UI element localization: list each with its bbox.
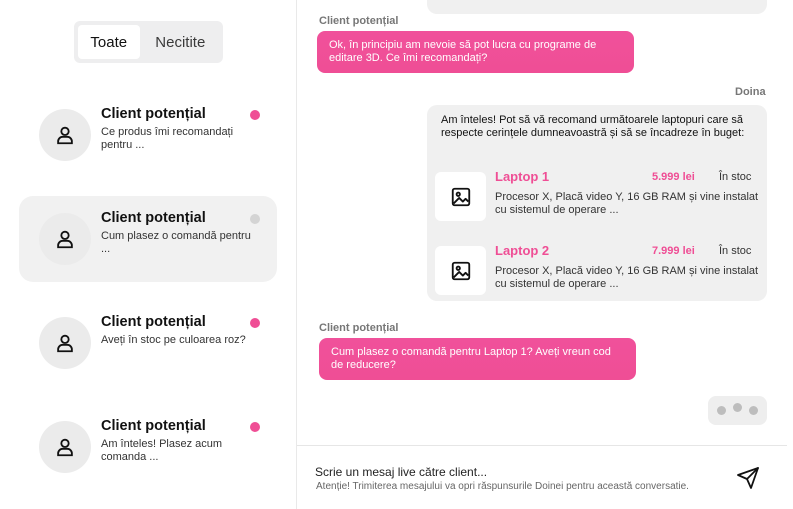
client-message: Ok, în principiu am nevoie să pot lucra cu programe de editare 3D. Ce îmi recomandați? [317,31,634,73]
message-composer [297,445,787,509]
agent-message [427,105,767,301]
read-indicator [250,214,260,224]
previous-message-bubble [427,0,767,14]
tab-all[interactable]: Toate [78,25,140,59]
conversation-item[interactable] [19,404,277,490]
message-sender: Client potențial [319,322,399,334]
product-stock: În stoc [719,171,752,183]
message-sender: Client potențial [319,15,399,27]
user-icon [54,436,76,458]
chat-panel [297,0,793,509]
user-icon [54,332,76,354]
user-icon [54,228,76,250]
typing-dot [717,406,726,415]
typing-dot [749,406,758,415]
conversation-title: Client potențial [101,314,206,330]
conversation-item[interactable] [19,92,277,178]
unread-indicator [250,110,260,120]
conversation-preview: Ce produs îmi recomandați pentru ... [101,126,234,151]
product-stock: În stoc [719,245,752,257]
product-card[interactable] [435,169,760,223]
image-icon [450,260,472,282]
conversation-preview: Am înteles! Plasez acum comanda ... [101,438,223,463]
conversation-item[interactable] [19,300,277,386]
composer-warning: Atenție! Trimiterea mesajului va opri răspunsurile Doinei pentru această conversatie. [316,481,689,492]
filter-tabs [74,21,223,63]
conversation-sidebar [0,0,297,509]
conversation-preview: Aveți în stoc pe culoarea roz? [101,334,246,346]
product-card[interactable] [435,243,760,297]
typing-dot [733,403,742,412]
product-name[interactable]: Laptop 2 [495,243,550,258]
agent-message-text: Am înteles! Pot să vă recomand următoarele laptopuri care să respecte cerințele dumneavoastră și să se încadreze în buget: [441,114,745,139]
product-thumbnail [435,246,486,295]
send-icon [736,466,760,490]
avatar [39,317,91,369]
avatar [39,213,91,265]
unread-indicator [250,318,260,328]
conversation-item[interactable] [19,196,277,282]
image-icon [450,186,472,208]
product-price: 7.999 lei [652,245,695,257]
conversation-preview: Cum plasez o comandă pentru ... [101,230,251,255]
tab-unread[interactable]: Necitite [155,33,206,51]
product-name[interactable]: Laptop 1 [495,169,550,184]
message-sender: Doina [735,86,766,98]
message-input[interactable] [315,464,715,480]
send-button[interactable] [736,466,760,490]
user-icon [54,124,76,146]
avatar [39,421,91,473]
product-description: Procesor X, Placă video Y, 16 GB RAM și vine instalat cu sistemul de operare ... [495,265,759,290]
avatar [39,109,91,161]
typing-indicator [708,396,767,425]
unread-indicator [250,422,260,432]
product-thumbnail [435,172,486,221]
product-description: Procesor X, Placă video Y, 16 GB RAM și vine instalat cu sistemul de operare ... [495,191,759,216]
conversation-title: Client potențial [101,210,206,226]
conversation-title: Client potențial [101,418,206,434]
client-message: Cum plasez o comandă pentru Laptop 1? Aveți vreun cod de reducere? [319,338,636,380]
conversation-title: Client potențial [101,106,206,122]
product-price: 5.999 lei [652,171,695,183]
